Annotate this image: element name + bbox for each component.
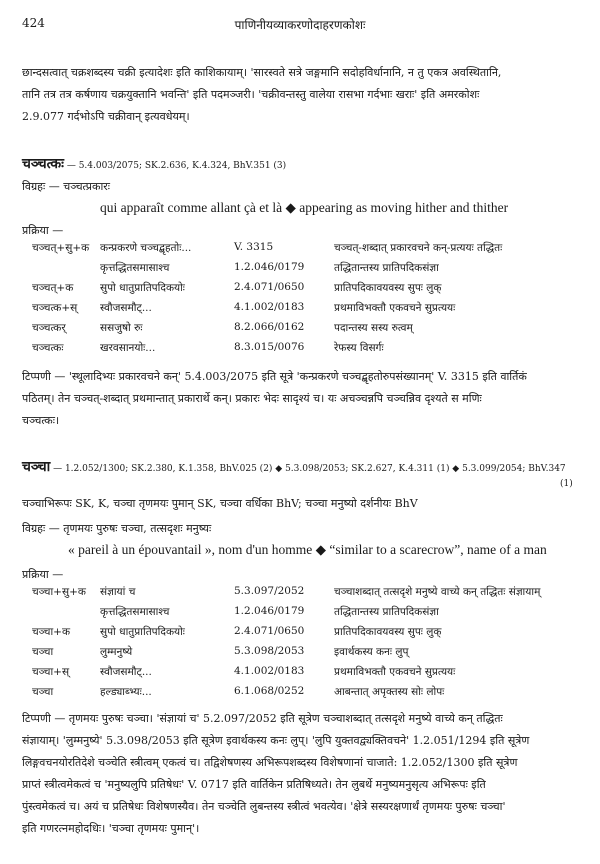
derivation-form: चञ्चा [32, 686, 54, 698]
operation-description: प्रातिपदिकावयवस्य सुपः लुक् [334, 626, 442, 638]
operation-description: तद्धितान्तस्य प्रातिपदिकसंज्ञा [334, 262, 439, 274]
sutra-text: ससजुषो रुः [100, 322, 143, 334]
derivation-form [32, 605, 96, 625]
operation-description: तद्धितान्तस्य प्रातिपदिकसंज्ञा [334, 606, 439, 618]
entry-references: — 1.2.052/1300; SK.2.380, K.1.358, BhV.025 (2) ◆ 5.3.098/2053; SK.2.627, K.4.311 (1) ◆ 5.3.099/2054; BhV.347 [50, 464, 566, 474]
sutra-number: 2.4.071/0650 [234, 281, 305, 293]
sutra-number: 4.1.002/0183 [234, 301, 305, 313]
prakriya-row [32, 625, 570, 645]
sutra-text: स्वौजसमौट्... [100, 302, 152, 314]
prakriya-row [32, 261, 570, 281]
entry-heading [22, 458, 578, 478]
operation-description: इवार्थकस्य कनः लुप् [334, 646, 409, 658]
sutra-number: 1.2.046/0179 [234, 605, 305, 617]
intro-line: तानि तत्र तत्र कर्षणाय चक्रयुक्तानि भवन्ति' इति पदमञ्जरी। 'चक्रीवन्तस्तु वालेया रासभा गर्दभाः खराः' इति अमरकोशः [22, 88, 480, 101]
intro-line: छान्दसत्वात् चक्रशब्दस्य चक्री इत्यादेशः इति काशिकायाम्। 'सारस्वते सत्रे जङ्गमानि सदोहविर्धानानि, न तु एकत्र अवस्थितानि, [22, 66, 502, 79]
sutra-text: खरवसानयोः... [100, 342, 156, 354]
derivation-form: चञ्चा [32, 646, 54, 658]
tippani-line: लिङ्गवचनयोरतिदेशे चञ्चेति स्त्रीत्वम् एकत्वं च। तद्विशेषणस्य अभिरूपशब्दस्य विशेषणानां चाजाते: 1.2.052/1300 इति सूत्रेण [22, 756, 518, 769]
sutra-text: कृत्तद्धितसमासाश्च [100, 262, 170, 274]
tippani-paragraph [22, 366, 578, 432]
sutra-number: 2.4.071/0650 [234, 625, 305, 637]
gloss-line: « pareil à un épouvantail », nom d'un homme ◆ “similar to a scarecrow”, name of a man [68, 542, 547, 557]
prakriya-table [32, 241, 570, 361]
derivation-form: चञ्चत्क+स् [32, 302, 78, 314]
prakriya-row [32, 665, 570, 685]
operation-description: पदान्तस्य सस्य रुत्वम् [334, 322, 413, 334]
prakriya-row [32, 241, 570, 261]
operation-description: चञ्चाशब्दात् तत्सदृशे मनुष्ये वाच्ये कन् तद्धितः संज्ञायाम् [334, 586, 541, 598]
sutra-text: हल्ड्याब्भ्यः... [100, 686, 152, 698]
prakriya-label: प्रक्रिया — [22, 224, 64, 237]
tippani-line: प्राप्तं स्त्रीत्वमेकत्वं च 'मनुष्यलुपि प्रतिषेधः' V. 0717 इति वार्तिकेन प्रतिषिध्यते। तेन लुबर्थे मनुष्यमनुसृत्य अभिरूपः इति [22, 778, 486, 791]
sutra-text: सुपो धातुप्रातिपदिकयोः [100, 626, 185, 638]
page-number: 424 [22, 16, 45, 30]
sutra-text: कृत्तद्धितसमासाश्च [100, 606, 170, 618]
tippani-line: पुंस्त्वमेकत्वं च। अयं च प्रतिषेधः विशेषणस्यैव। तेन चञ्चेति लुबन्तस्य स्त्रीत्वं भवत्येव। 'क्षेत्रे सस्यरक्षणार्थं तृणमयः पुरुषः चञ्चा' [22, 800, 506, 813]
tippani-paragraph [22, 708, 578, 840]
prakriya-label: प्रक्रिया — [22, 568, 64, 581]
vigraha-line: विग्रहः — चञ्चत्प्रकारः [22, 180, 111, 193]
page-header [22, 16, 578, 36]
sutra-text: लुम्मनुष्ये [100, 646, 133, 658]
entry-references-cont: (1) [560, 479, 573, 489]
tippani-line: इति गणरत्नमहोदधिः। 'चञ्चा तृणमयः पुमान्'। [22, 822, 200, 835]
prakriya-table [32, 585, 570, 705]
tippani-line: पठितम्। तेन चञ्चत्-शब्दात् प्रथमान्तात् प्रकारार्थे कन्। प्रकारः भेदः सादृश्यं च। यः अचञ्चन्नपि चञ्चन्निव दृश्यते स मणिः [22, 392, 482, 405]
operation-description: चञ्चत्-शब्दात् प्रकारवचने कन्-प्रत्ययः तद्धितः [334, 242, 503, 254]
sutra-text: संज्ञायां च [100, 586, 136, 598]
intro-paragraph [22, 62, 578, 128]
gloss-line: qui apparaît comme allant çà et là ◆ appearing as moving hither and thither [100, 200, 509, 215]
sutra-number: 8.3.015/0076 [234, 341, 305, 353]
sutra-text: कन्प्रकरणे चञ्चद्बृहतोः... [100, 242, 192, 254]
sutra-text: सुपो धातुप्रातिपदिकयोः [100, 282, 185, 294]
prakriya-table-body [32, 585, 570, 705]
prakriya-row [32, 685, 570, 705]
tippani-line: संज्ञायाम्। 'लुम्मनुष्ये' 5.3.098/2053 इति सूत्रेण इवार्थकस्य कनः लुप्। 'लुपि युक्तवद्व्यक्तिवचने' 1.2.051/1294 इति सूत्रेण [22, 734, 530, 747]
sutra-number: 6.1.068/0252 [234, 685, 305, 697]
prakriya-row [32, 605, 570, 625]
prakriya-row [32, 281, 570, 301]
intro-line: 2.9.077 गर्दभोऽपि चक्रीवान् इत्यवधेयम्। [22, 110, 190, 123]
prakriya-table-body [32, 241, 570, 361]
running-title: पाणिनीयव्याकरणोदाहरणकोशः [234, 18, 366, 32]
derivation-form: चञ्चा+स् [32, 666, 70, 678]
entry-heading [22, 155, 578, 175]
sutra-number: 1.2.046/0179 [234, 261, 305, 273]
sutra-number: 8.2.066/0162 [234, 321, 305, 333]
sutra-number: 4.1.002/0183 [234, 665, 305, 677]
derivation-form: चञ्चत्+सु+क [32, 242, 90, 254]
operation-description: आबन्तात् अपृक्तस्य सोः लोपः [334, 686, 445, 698]
tippani-line: चञ्चत्कः। [22, 414, 60, 427]
derivation-form: चञ्चत्+क [32, 282, 74, 294]
usage-line: चञ्चाभिरूपः SK, K, चञ्चा तृणमयः पुमान् SK, चञ्चा वर्धिका BhV; चञ्चा मनुष्यो दर्शनीयः BhV [22, 497, 418, 510]
operation-description: प्रथमाविभक्तौ एकवचने सुप्रत्ययः [334, 302, 456, 314]
operation-description: प्रथमाविभक्तौ एकवचने सुप्रत्ययः [334, 666, 456, 678]
prakriya-row [32, 301, 570, 321]
prakriya-row [32, 585, 570, 605]
tippani-line: टिप्पणी — तृणमयः पुरुषः चञ्चा। 'संज्ञायां च' 5.2.097/2052 इति सूत्रेण चञ्चाशब्दात् तत्सदृशे मनुष्ये वाच्ये कन् तद्धितः [22, 712, 503, 725]
operation-description: रेफस्य विसर्गः [334, 342, 384, 354]
derivation-form: चञ्चा+सु+क [32, 586, 86, 598]
headword: चञ्चत्कः [22, 156, 64, 172]
tippani-line: टिप्पणी — 'स्थूलादिभ्यः प्रकारवचने कन्' 5.4.003/2075 इति सूत्रे 'कन्प्रकरणे चञ्चद्बृहतोरुपसंख्यानम्' V. 3315 इति वार्तिकं [22, 370, 527, 383]
sutra-text: स्वौजसमौट्... [100, 666, 152, 678]
derivation-form: चञ्चत्कर् [32, 322, 66, 334]
operation-description: प्रातिपदिकावयवस्य सुपः लुक् [334, 282, 442, 294]
derivation-form: चञ्चा+क [32, 626, 71, 638]
headword: चञ्चा [22, 459, 51, 475]
sutra-number: 5.3.098/2053 [234, 645, 305, 657]
sutra-number: 5.3.097/2052 [234, 585, 305, 597]
entry-references: — 5.4.003/2075; SK.2.636, K.4.324, BhV.351 (3) [63, 161, 287, 171]
derivation-form [32, 261, 96, 281]
sutra-number: V. 3315 [234, 241, 274, 253]
vigraha-line: विग्रहः — तृणमयः पुरुषः चञ्चा, तत्सदृशः मनुष्यः [22, 522, 212, 535]
prakriya-row [32, 321, 570, 341]
prakriya-row [32, 341, 570, 361]
derivation-form: चञ्चत्कः [32, 342, 64, 354]
prakriya-row [32, 645, 570, 665]
